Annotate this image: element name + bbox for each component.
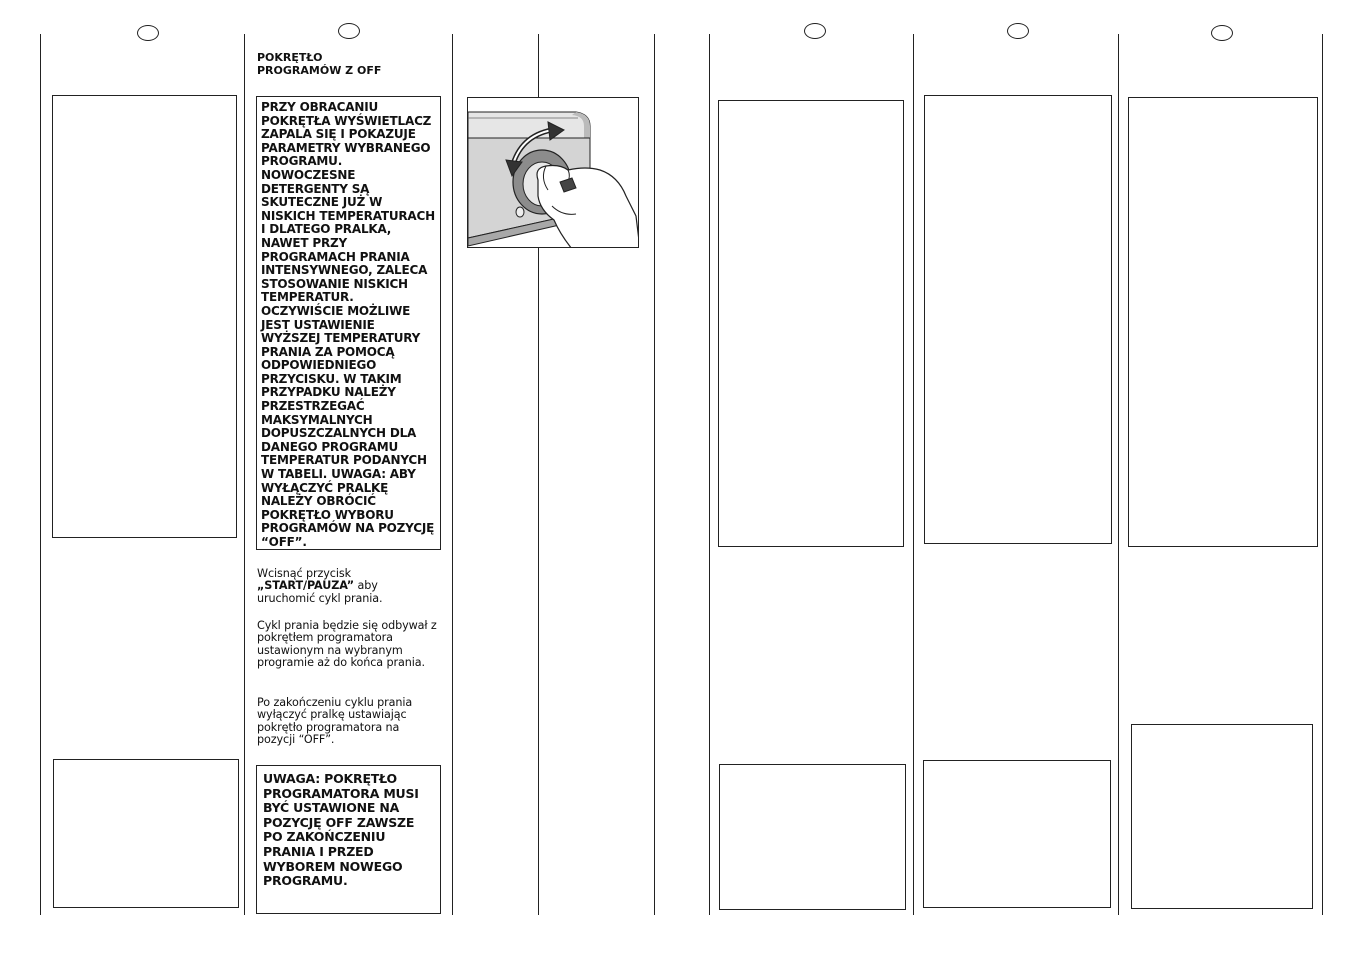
start-instruction-text: Wcisnąć przycisk [257, 567, 351, 580]
empty-text-box [923, 760, 1111, 908]
knob-illustration [468, 98, 639, 248]
column-divider [913, 34, 914, 915]
empty-text-box [1131, 724, 1313, 909]
empty-text-box [719, 764, 906, 910]
start-pause-label: „START/PAUZA” [257, 579, 355, 593]
notice-box [256, 96, 441, 550]
empty-text-box [53, 759, 239, 908]
language-marker-oval [1007, 23, 1029, 39]
empty-text-box [718, 100, 904, 547]
language-marker-oval [137, 25, 159, 41]
end-paragraph: Po zakończeniu cyklu prania wyłączyć pralkę ustawiając pokrętło programatora na pozycji “OFF”. [257, 696, 413, 747]
column-divider [1118, 34, 1119, 915]
language-marker-oval [804, 23, 826, 39]
hand-turning-knob-icon [467, 97, 639, 248]
empty-text-box [924, 95, 1112, 544]
column-divider [452, 34, 453, 915]
empty-text-box [52, 95, 237, 538]
start-instruction [257, 568, 439, 605]
language-marker-oval [1211, 25, 1233, 41]
warning-box [256, 765, 441, 914]
column-divider [654, 34, 655, 915]
start-instruction-text: aby uruchomić cykl prania. [257, 579, 383, 605]
empty-text-box [1128, 97, 1318, 547]
column-divider [244, 34, 245, 915]
column-divider [1322, 34, 1323, 915]
column-divider [40, 34, 41, 915]
warning-text: UWAGA: POKRĘTŁO PROGRAMATORA MUSI BYĆ USTAWIONE NA POZYCJĘ OFF ZAWSZE PO ZAKOŃCZENIU PRANIA I PRZED WYBOREM NOWEGO PROGRAMU. [263, 771, 419, 889]
language-marker-oval [338, 23, 360, 39]
notice-text: PRZY OBRACANIU POKRĘTŁA WYŚWIETLACZ ZAPALA SIĘ I POKAZUJE PARAMETRY WYBRANEGO PROGRAMU. NOWOCZESNE DETERGENTY SĄ SKUTECZNE JUŻ W NISKICH TEMPERATURACH I DLATEGO PRALKA, NAWET PRZY PROGRAMACH PRANIA INTENSYWNEGO, ZALECA STOSOWANIE NISKICH TEMPERATUR. OCZYWIŚCIE MOŻLIWE JEST USTAWIENIE WYŻSZEJ TEMPERATURY PRANIA ZA POMOCĄ ODPOWIEDNIEGO PRZYCISKU. W TAKIM PRZYPADKU NALEŻY PRZESTRZEGAĆ MAKSYMALNYCH DOPUSZCZALNYCH DLA DANEGO PROGRAMU TEMPERATUR PODANYCH W TABELI. UWAGA: ABY WYŁĄCZYĆ PRALKĘ NALEŻY OBRÓCIĆ POKRĘTŁO WYBORU PROGRAMÓW NA POZYCJĘ “OFF”. [261, 100, 435, 549]
cycle-paragraph: Cykl prania będzie się odbywał z pokrętłem programatora ustawionym na wybranym programie aż do końca prania. [257, 619, 437, 670]
column-divider [709, 34, 710, 915]
section-heading: POKRĘTŁO PROGRAMÓW Z OFF [257, 51, 382, 77]
